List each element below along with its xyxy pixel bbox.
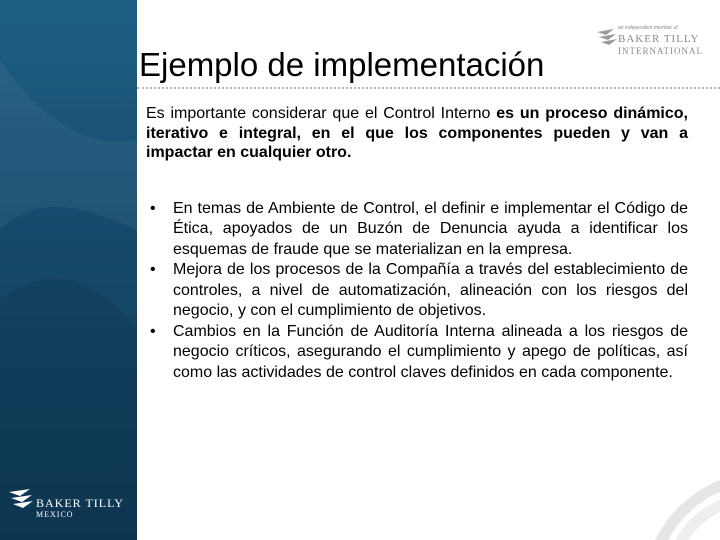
intro-text-plain: Es importante considerar que el Control Interno xyxy=(146,105,497,122)
bullet-item xyxy=(146,260,688,322)
band-swoosh-decoration xyxy=(0,0,137,540)
slide-content xyxy=(146,104,688,383)
intro-paragraph xyxy=(146,104,688,163)
bullet-text: Mejora de los procesos de la Compañía a través del establecimiento de controles, a nivel de automatización, alineación con los riesgos del negocio, y con el cumplimiento de objetivos. xyxy=(173,261,688,319)
slide-title: Ejemplo de implementación xyxy=(139,46,545,83)
bullet-symbol: • xyxy=(150,322,156,340)
left-band xyxy=(0,0,137,540)
bullet-text: En temas de Ambiente de Control, el definir e implementar el Código de Ética, apoyados de un Buzón de Denuncia ayuda a identificar los esquemas de fraude que se materializan en la empresa. xyxy=(173,199,688,258)
logo-tagline: an independent member of xyxy=(618,25,678,31)
baker-tilly-mexico-logo xyxy=(8,484,128,524)
bullet-item xyxy=(146,322,688,384)
corner-feather-decoration xyxy=(600,470,720,540)
baker-tilly-international-logo xyxy=(596,22,706,62)
bird-icon xyxy=(8,488,34,510)
bird-icon xyxy=(596,28,618,48)
bullet-text: Cambios en la Función de Auditoría Interna alineada a los riesgos de negocio críticos, asegurando el cumplimiento y apego de políticas, así como las actividades de control claves definidos en cada componente. xyxy=(173,322,688,381)
logo-brand: BAKER TILLY xyxy=(36,496,124,510)
bullet-symbol: • xyxy=(150,199,156,217)
bullet-item xyxy=(146,199,688,261)
intro-text-bold: es un proceso dinámico, iterativo e integral, en el que los componentes pueden y van a impactar en cualquier otro. xyxy=(146,105,688,161)
logo-sub: INTERNATIONAL xyxy=(618,46,703,56)
bullet-symbol: • xyxy=(150,261,156,278)
logo-brand: BAKER TILLY xyxy=(618,33,700,45)
bullet-list xyxy=(146,199,688,384)
title-divider xyxy=(137,87,720,89)
logo-sub: MEXICO xyxy=(36,510,74,519)
